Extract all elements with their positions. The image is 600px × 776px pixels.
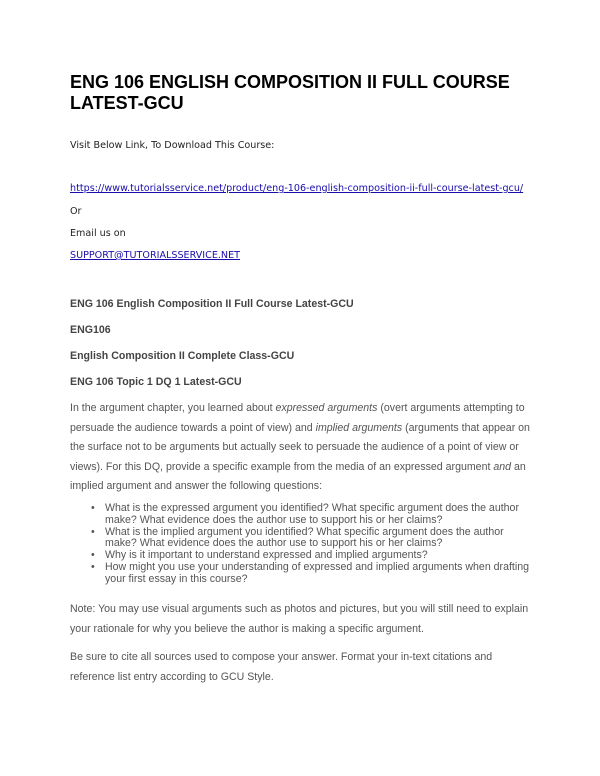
- question-text: How might you use your understanding of expressed and implied arguments when drafting your first essay in this course?: [105, 560, 529, 585]
- note-paragraph: Note: You may use visual arguments such as photos and pictures, but you will still need to explain your rationale for why you believe the author is making a specific argument.: [70, 603, 529, 635]
- support-email-link[interactable]: SUPPORT@TUTORIALSSERVICE.NET: [70, 250, 241, 261]
- course-download-link[interactable]: https://www.tutorialsservice.net/product/eng-106-english-composition-ii-full-course-latest-gcu/: [70, 183, 524, 194]
- intro-text-3: (arguments that appear on the surface not to be arguments but actually seek to persuade the audience of a point of view or views). For this DQ, provide a specific example from the media of an expressed argument: [70, 421, 530, 473]
- list-item: [70, 562, 532, 586]
- intro-text-4: an implied argument and answer the following questions:: [70, 460, 526, 492]
- list-item: [70, 503, 532, 527]
- question-text: What is the implied argument you identified? What specific argument does the author make? What evidence does the author use to support his or her claims?: [105, 525, 504, 550]
- visit-instruction: Visit Below Link, To Download This Course:: [70, 140, 275, 151]
- intro-expressed-term: expressed arguments: [275, 402, 378, 414]
- course-heading: ENG 106 English Composition II Full Course Latest-GCU: [70, 298, 354, 310]
- question-list: [70, 503, 532, 586]
- bullet-icon: •: [91, 549, 95, 562]
- class-heading: English Composition II Complete Class-GCU: [70, 350, 295, 362]
- list-item: [70, 527, 532, 551]
- bullet-icon: •: [91, 525, 95, 538]
- question-text: Why is it important to understand expressed and implied arguments?: [105, 549, 428, 562]
- topic-heading: ENG 106 Topic 1 DQ 1 Latest-GCU: [70, 376, 242, 388]
- intro-implied-term: implied arguments: [315, 421, 403, 434]
- page-title: ENG 106 ENGLISH COMPOSITION II FULL COURSE LATEST-GCU: [70, 72, 510, 113]
- intro-text-2: (overt arguments attempting to persuade the audience towards a point of view) and: [70, 402, 525, 434]
- question-text: What is the expressed argument you identified? What specific argument does the author make? What evidence does the author use to support his or her claims?: [105, 502, 519, 526]
- bullet-icon: •: [91, 502, 95, 514]
- intro-and-word: and: [493, 460, 512, 473]
- citation-paragraph: Be sure to cite all sources used to compose your answer. Format your in-text citations and reference list entry according to GCU Style.: [70, 651, 493, 683]
- or-text: Or: [70, 206, 82, 217]
- intro-text-1: In the argument chapter, you learned about: [70, 402, 276, 414]
- email-label: Email us on: [70, 228, 126, 239]
- intro-paragraph: [70, 399, 532, 497]
- course-code-heading: ENG106: [70, 324, 111, 336]
- bullet-icon: •: [91, 560, 95, 573]
